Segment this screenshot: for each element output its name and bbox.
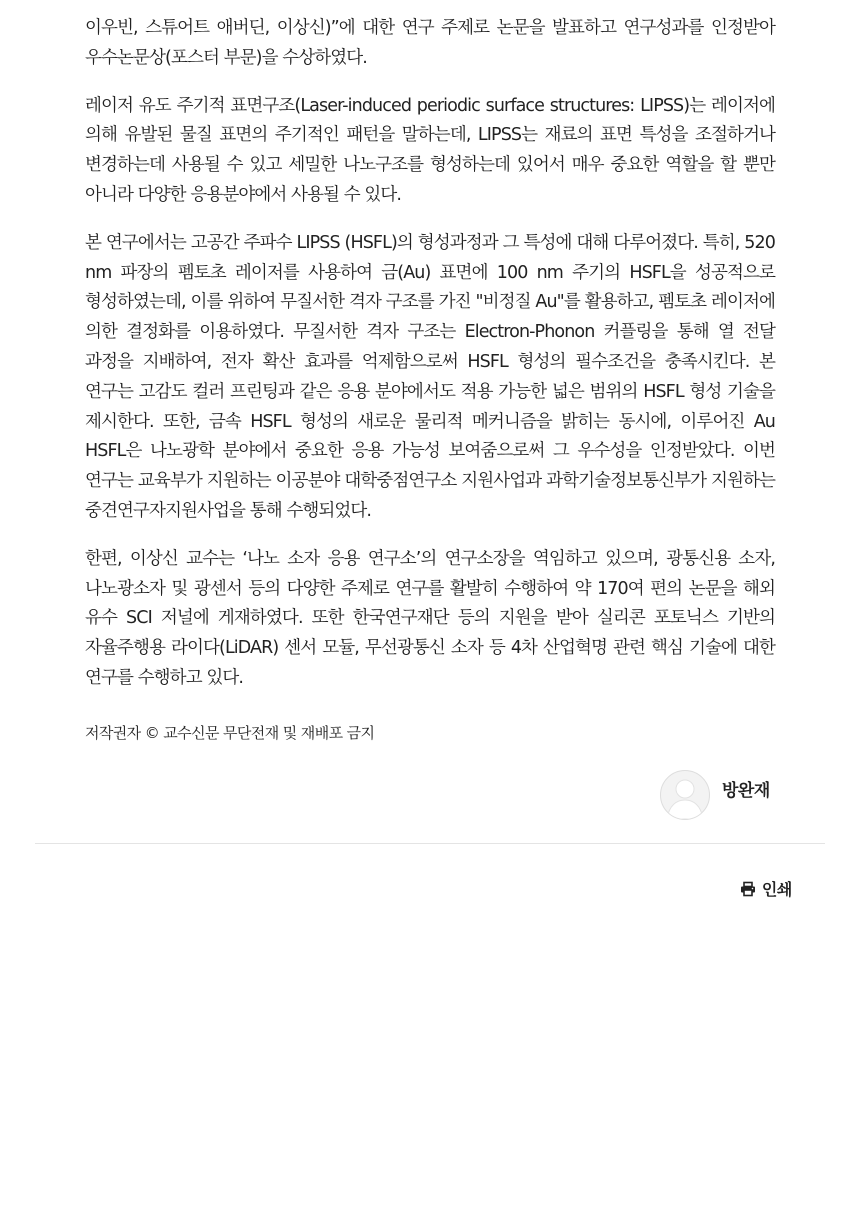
print-label: 인쇄 [761,880,792,899]
article-paragraph: 본 연구에서는 고공간 주파수 LIPSS (HSFL)의 형성과정과 그 특성에 대해 다루어졌다. 특히, 520 nm 파장의 펨토초 레이저를 사용하여 금(Au) 표면에 100 nm 주기의 HSFL을 성공적으로 형성하였는데, 이를 위하여 무질서한 격자 구조를 가진 "비정질 Au"를 활용하고, 펨토초 레이저에 의한 결정화를 이용하였다. 무질서한 격자 구조는 Electron-Phonon 커플링을 통해 열 전달 과정을 지배하여, 전자 확산 효과를 억제함으로써 HSFL 형성의 필수조건을 충족시킨다. 본 연구는 고감도 컬러 프린팅과 같은 응용 분야에서도 적용 가능한 넓은 범위의 HSFL 형성 기술을 제시한다. 또한, 금속 HSFL 형성의 새로운 물리적 메커니즘을 밝히는 동시에, 이루어진 Au HSFL은 나노광학 분야에서 중요한 응용 가능성 보여줌으로써 그 우수성을 인정받았다. 이번 연구는 교육부가 지원하는 이공분야 대학중점연구소 지원사업과 과학기술정보통신부가 지원하는 중견연구자지원사업을 통해 수행되었다. [85,232,775,521]
article-body [85,14,775,712]
article-paragraph: 한편, 이상신 교수는 ‘나노 소자 응용 연구소’의 연구소장을 역임하고 있으며, 광통신용 소자, 나노광소자 및 광센서 등의 다양한 주제로 연구를 활발히 수행하여 약 170여 편의 논문을 해외 유수 SCI 저널에 게재하였다. 또한 한국연구재단 등의 지원을 받아 실리콘 포토닉스 기반의 자율주행용 라이다(LiDAR) 센서 모듈, 무선광통신 소자 등 4차 산업혁명 관련 핵심 기술에 대한 연구를 수행하고 있다. [85,548,775,688]
print-button[interactable] [740,877,792,900]
author-avatar[interactable] [660,770,710,820]
section-divider [35,843,825,844]
author-byline[interactable] [660,770,770,820]
author-name[interactable]: 방완재 [722,781,770,801]
user-silhouette-icon [661,771,709,819]
article-paragraph: 이우빈, 스튜어트 애버딘, 이상신)”에 대한 연구 주제로 논문을 발표하고 연구성과를 인정받아 우수논문상(포스터 부문)을 수상하였다. [85,18,775,68]
printer-icon [740,881,756,897]
copyright-notice: 저작권자 © 교수신문 무단전재 및 재배포 금지 [85,724,375,742]
article-paragraph: 레이저 유도 주기적 표면구조(Laser-induced periodic surface structures: LIPSS)는 레이저에 의해 유발된 물질 표면의 주기적인 패턴을 말하는데, LIPSS는 재료의 표면 특성을 조절하거나 변경하는데 사용될 수 있고 세밀한 나노구조를 형성하는데 있어서 매우 중요한 역할을 할 뿐만 아니라 다양한 응용분야에서 사용될 수 있다. [85,95,775,205]
